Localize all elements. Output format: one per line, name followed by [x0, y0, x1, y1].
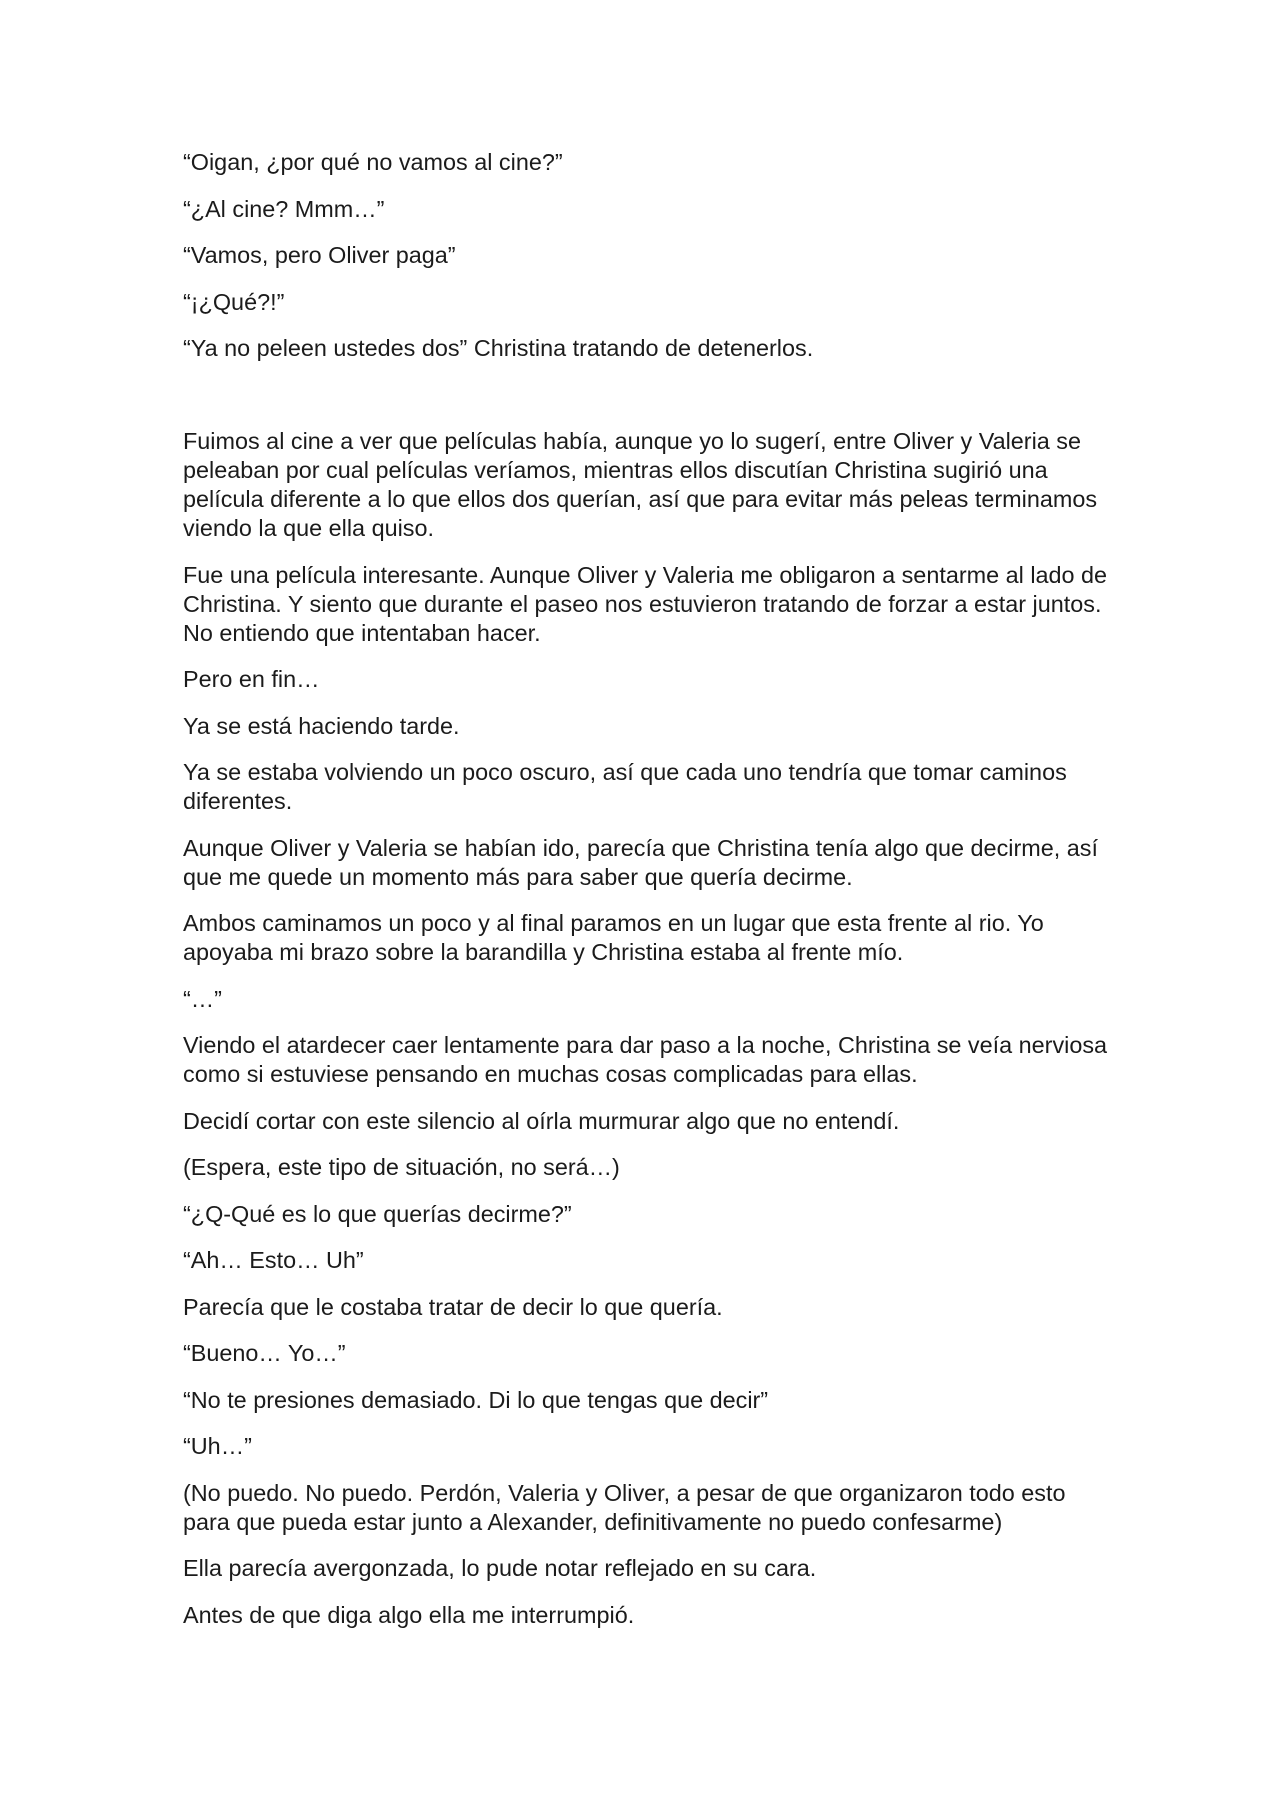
- narrative-paragraph: Parecía que le costaba tratar de decir lo que quería.: [183, 1293, 723, 1320]
- dialogue-line: “Oigan, ¿por qué no vamos al cine?”: [183, 149, 563, 175]
- narrative-paragraph: Ambos caminamos un poco y al final paramos en un lugar que esta frente al rio. Yo apoyaba mi brazo sobre la barandilla y Christina estaba al frente mío.: [183, 910, 1044, 965]
- narrative-paragraph: Ya se estaba volviendo un poco oscuro, así que cada uno tendría que tomar caminos diferentes.: [183, 759, 1067, 814]
- dialogue-line: “¿Al cine? Mmm…”: [183, 195, 385, 222]
- narrative-paragraph: Ella parecía avergonzada, lo pude notar reflejado en su cara.: [183, 1555, 817, 1581]
- narrative-paragraph: Fue una película interesante. Aunque Oliver y Valeria me obligaron a sentarme al lado de Christina. Y siento que durante el paseo nos estuvieron tratando de forzar a estar juntos. No entiendo que intentaban hacer.: [183, 561, 1108, 646]
- narrative-paragraph: Ya se está haciendo tarde.: [183, 712, 460, 739]
- thought-line: (No puedo. No puedo. Perdón, Valeria y Oliver, a pesar de que organizaron todo esto para que pueda estar junto a Alexander, definitivamente no puedo confesarme): [183, 1479, 1066, 1535]
- dialogue-line: “…”: [183, 985, 222, 1012]
- narrative-paragraph: Fuimos al cine a ver que películas había, aunque yo lo sugerí, entre Oliver y Valeria se peleaban por cual películas veríamos, mientras ellos discutían Christina sugirió una película diferente a lo que ellos dos querían, así que para evitar más peleas terminamos viendo la que ella quiso.: [183, 428, 1098, 541]
- dialogue-line: “¡¿Qué?!”: [183, 288, 285, 315]
- narrative-paragraph: Antes de que diga algo ella me interrumpió.: [183, 1601, 635, 1628]
- narrative-paragraph: Aunque Oliver y Valeria se habían ido, parecía que Christina tenía algo que decirme, así que me quede un momento más para saber que quería decirme.: [183, 834, 1098, 890]
- dialogue-line: “Bueno… Yo…”: [183, 1340, 346, 1366]
- dialogue-line: “Vamos, pero Oliver paga”: [183, 242, 456, 268]
- dialogue-line: “No te presiones demasiado. Di lo que tengas que decir”: [183, 1386, 769, 1413]
- narrative-paragraph: Pero en fin…: [183, 666, 320, 692]
- dialogue-line: “¿Q-Qué es lo que querías decirme?”: [183, 1200, 572, 1227]
- narrative-paragraph: Decidí cortar con este silencio al oírla murmurar algo que no entendí.: [183, 1107, 900, 1134]
- dialogue-line: “Ya no peleen ustedes dos” Christina tratando de detenerlos.: [183, 335, 814, 361]
- dialogue-line: “Uh…”: [183, 1433, 252, 1459]
- document-body: [183, 148, 1113, 1647]
- thought-line: (Espera, este tipo de situación, no será…): [183, 1154, 620, 1180]
- narrative-paragraph: Viendo el atardecer caer lentamente para dar paso a la noche, Christina se veía nerviosa como si estuviese pensando en muchas cosas complicadas para ellas.: [183, 1032, 1108, 1087]
- dialogue-line: “Ah… Esto… Uh”: [183, 1247, 364, 1273]
